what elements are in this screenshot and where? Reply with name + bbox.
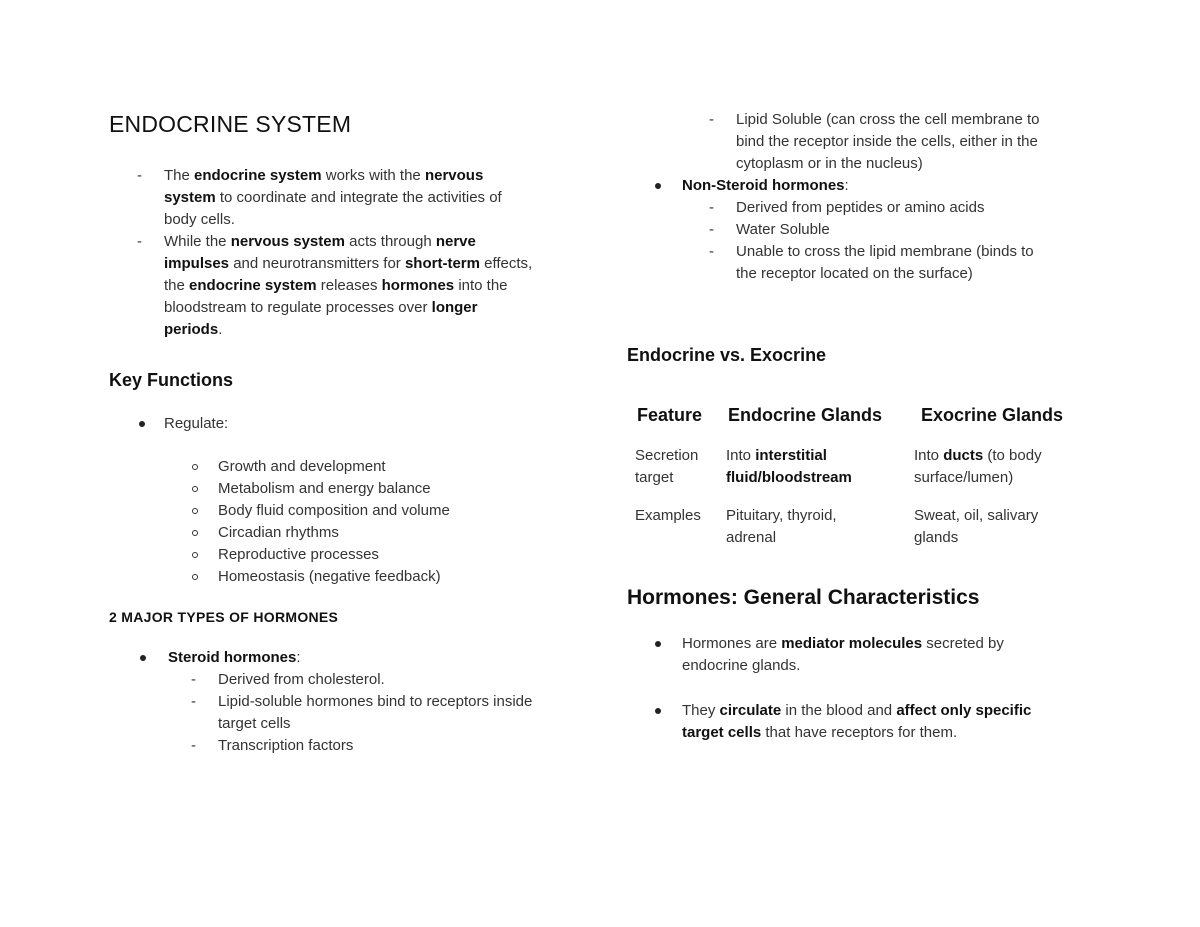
- steroid-item-continued: target cells: [218, 715, 291, 732]
- bullet-dot-icon: [655, 708, 661, 714]
- steroid-item-lipid-soluble: Lipid Soluble (can cross the cell membrane to bind the receptor inside the cells, either in the cytoplasm or in the nucleus): [736, 111, 1040, 172]
- non-steroid-item: Derived from peptides or amino acids: [736, 199, 985, 216]
- bullet-dot-icon: [655, 183, 661, 189]
- circle-bullet-icon: [192, 530, 198, 536]
- key-functions-heading: Key Functions: [109, 370, 234, 390]
- bullet-dot-icon: [139, 421, 145, 427]
- bullet-dot-icon: [140, 655, 146, 661]
- table-cell: Sweat, oil, salivary glands: [914, 507, 1039, 546]
- circle-bullet-icon: [192, 574, 198, 580]
- dash-marker: -: [191, 737, 196, 754]
- table-cell: Examples: [635, 507, 701, 524]
- key-function-item: Circadian rhythms: [218, 524, 339, 541]
- key-function-item: Metabolism and energy balance: [218, 480, 431, 497]
- circle-bullet-icon: [192, 464, 198, 470]
- dash-marker: -: [191, 671, 196, 688]
- dash-marker: -: [709, 243, 714, 260]
- characteristics-heading: Hormones: General Characteristics: [627, 586, 980, 609]
- regulate-label: Regulate:: [164, 415, 229, 432]
- characteristic-item: They circulate in the blood and affect only specific target cells that have receptors for them.: [682, 702, 1032, 741]
- dash-marker: -: [709, 221, 714, 238]
- dash-marker: -: [709, 111, 714, 128]
- bullet-dot-icon: [655, 641, 661, 647]
- table-cell: Pituitary, thyroid, adrenal: [726, 507, 837, 546]
- intro-paragraph-1: The endocrine system works with the nervous system to coordinate and integrate the activities of body cells.: [164, 167, 502, 228]
- dash-marker: -: [191, 693, 196, 710]
- table-header: Feature: [637, 405, 703, 425]
- characteristic-item: Hormones are mediator molecules secreted by endocrine glands.: [682, 635, 1004, 674]
- steroid-item: Transcription factors: [218, 737, 354, 754]
- circle-bullet-icon: [192, 508, 198, 514]
- key-function-item: Reproductive processes: [218, 546, 379, 563]
- comparison-heading: Endocrine vs. Exocrine: [627, 345, 827, 365]
- circle-bullet-icon: [192, 486, 198, 492]
- key-function-item: Body fluid composition and volume: [218, 502, 450, 519]
- non-steroid-item: Water Soluble: [736, 221, 830, 238]
- non-steroid-item-continued: the receptor located on the surface): [736, 265, 973, 282]
- intro-paragraph-2: While the nervous system acts through nerve impulses and neurotransmitters for short-term effects, the endocrine system releases hormones into the bloodstream to regulate processes over longer periods.: [164, 233, 533, 338]
- circle-bullet-icon: [192, 552, 198, 558]
- dash-marker: -: [137, 233, 142, 250]
- non-steroid-hormones-label: Non-Steroid hormones:: [682, 177, 849, 194]
- dash-marker: -: [137, 167, 142, 184]
- non-steroid-item: Unable to cross the lipid membrane (binds to: [736, 243, 1034, 260]
- table-cell: Into interstitial fluid/bloodstream: [726, 447, 852, 486]
- table-header: Exocrine Glands: [921, 405, 1064, 425]
- key-function-item: Homeostasis (negative feedback): [218, 568, 441, 585]
- steroid-item: Derived from cholesterol.: [218, 671, 385, 688]
- table-header: Endocrine Glands: [728, 405, 883, 425]
- steroid-item: Lipid-soluble hormones bind to receptors inside: [218, 693, 533, 710]
- hormone-types-heading: 2 MAJOR TYPES OF HORMONES: [109, 609, 339, 625]
- page-title: ENDOCRINE SYSTEM: [109, 111, 352, 137]
- key-function-item: Growth and development: [218, 458, 386, 475]
- dash-marker: -: [709, 199, 714, 216]
- table-cell: Into ducts (to body surface/lumen): [914, 447, 1042, 486]
- steroid-hormones-label: Steroid hormones:: [168, 649, 301, 666]
- table-cell: Secretion target: [635, 447, 699, 486]
